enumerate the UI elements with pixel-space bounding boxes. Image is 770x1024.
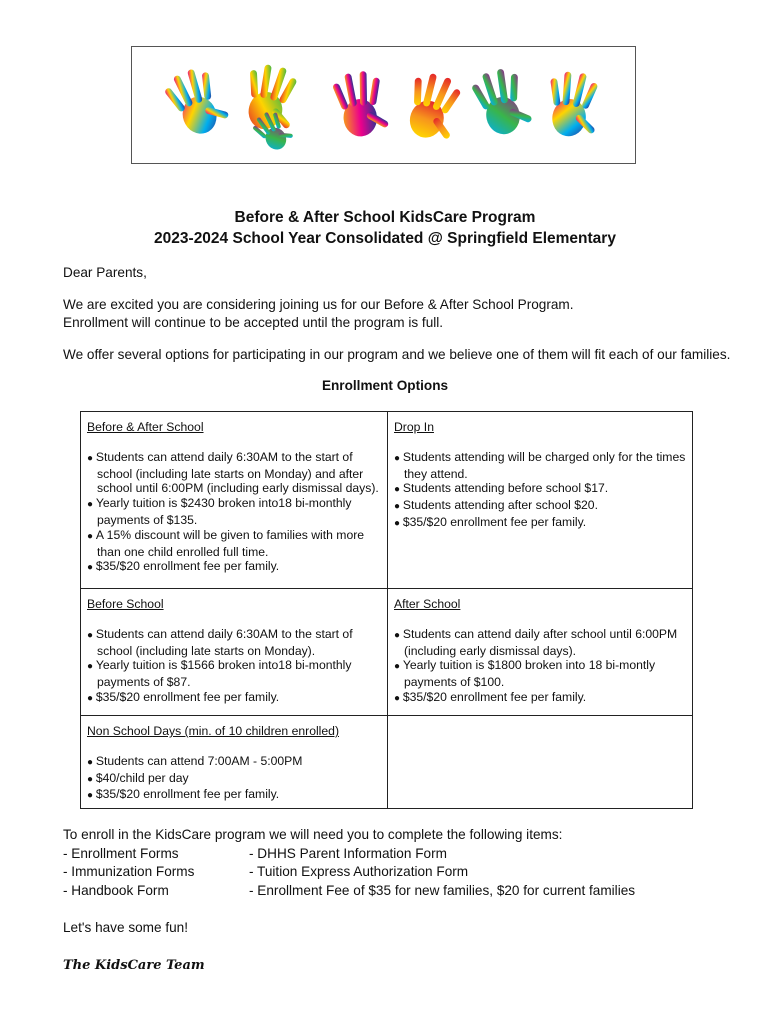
greeting: Dear Parents, (63, 265, 147, 280)
intro-line-1: We are excited you are considering joining us for our Before & After School Program. (63, 297, 574, 312)
option-before-after (81, 412, 388, 589)
intro-line-2: Enrollment will continue to be accepted until the program is full. (63, 315, 444, 330)
signature: The KidsCare Team (63, 958, 205, 973)
option-heading: After School (394, 597, 461, 611)
enroll-intro: To enroll in the KidsCare program we will need you to complete the following items: (63, 827, 563, 842)
list-item: ● $35/$20 enrollment fee per family. (394, 515, 686, 532)
list-item: ● $35/$20 enrollment fee per family. (394, 690, 686, 707)
options-title: Enrollment Options (321, 378, 449, 393)
handprints-banner (131, 46, 636, 164)
list-item: ● Students attending before school $17. (394, 481, 686, 498)
requirements-row (63, 845, 743, 864)
requirement-item: - Immunization Forms (63, 864, 195, 880)
list-item: ● A 15% discount will be given to families with more than one child enrolled full time. (87, 528, 381, 560)
requirements-row (63, 863, 743, 882)
list-item: ● Students attending after school $20. (394, 498, 686, 515)
list-item: ● $40/child per day (87, 771, 381, 788)
option-drop-in (388, 412, 693, 589)
list-item: ● Yearly tuition is $2430 broken into18 bi-monthly payments of $135. (87, 496, 381, 528)
option-before-school (81, 589, 388, 716)
requirement-item: - DHHS Parent Information Form (249, 845, 447, 861)
option-heading: Non School Days (min. of 10 children enrolled) (87, 724, 339, 738)
list-item: ● Students can attend daily 6:30AM to the start of school (including late starts on Monday) and after school until 6:00PM (including early dismissal days). (87, 450, 381, 496)
list-item: ● Students can attend daily 6:30AM to the start of school (including late starts on Monday). (87, 627, 381, 659)
document-title: Before & After School KidsCare Program (234, 209, 536, 226)
document-subtitle: 2023-2024 School Year Consolidated @ Springfield Elementary (154, 230, 616, 247)
option-heading: Before School (87, 597, 164, 611)
empty-cell (388, 716, 693, 809)
requirement-item: - Tuition Express Authorization Form (249, 864, 469, 880)
enrollment-options-table (80, 411, 693, 809)
requirement-item: - Handbook Form (63, 882, 169, 898)
option-heading: Drop In (394, 420, 434, 434)
requirements-row (63, 882, 743, 901)
list-item: ● Yearly tuition is $1566 broken into18 bi-monthly payments of $87. (87, 658, 381, 690)
list-item: ● $35/$20 enrollment fee per family. (87, 559, 381, 576)
option-after-school (388, 589, 693, 716)
option-non-school-days (81, 716, 388, 809)
requirements-section (63, 826, 743, 900)
requirement-item: - Enrollment Fee of $35 for new families, $20 for current families (249, 882, 636, 898)
list-item: ● Students can attend daily after school until 6:00PM (including early dismissal days). (394, 627, 686, 659)
option-heading: Before & After School (87, 420, 204, 434)
handprints-image (132, 47, 635, 163)
list-item: ● $35/$20 enrollment fee per family. (87, 787, 381, 804)
closing-line: Let's have some fun! (63, 920, 189, 935)
options-intro: We offer several options for participating in our program and we believe one of them will fit each of our families. (63, 347, 731, 362)
list-item: ● Students can attend 7:00AM - 5:00PM (87, 754, 381, 771)
list-item: ● Yearly tuition is $1800 broken into 18 bi-montly payments of $100. (394, 658, 686, 690)
list-item: ● Students attending will be charged only for the times they attend. (394, 450, 686, 482)
requirement-item: - Enrollment Forms (63, 845, 179, 861)
list-item: ● $35/$20 enrollment fee per family. (87, 690, 381, 707)
